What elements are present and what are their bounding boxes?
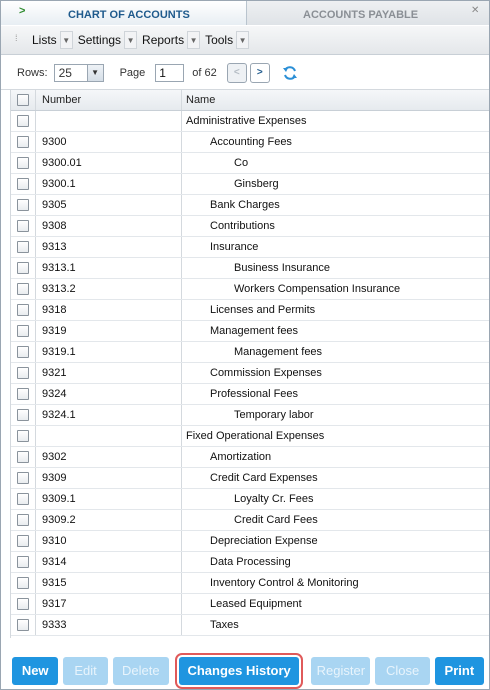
account-number: 9300.1 bbox=[36, 174, 182, 194]
account-name: Professional Fees bbox=[210, 388, 299, 400]
row-select-cell bbox=[11, 363, 36, 383]
account-name-cell bbox=[182, 111, 489, 131]
row-select-cell bbox=[11, 426, 36, 446]
row-select-cell bbox=[11, 342, 36, 362]
account-name: Management fees bbox=[234, 346, 323, 358]
table-row[interactable] bbox=[11, 132, 489, 153]
row-checkbox[interactable] bbox=[17, 367, 29, 379]
account-name-cell bbox=[182, 195, 489, 215]
account-name-cell bbox=[182, 468, 489, 488]
account-number: 9321 bbox=[36, 363, 182, 383]
chevron-down-icon[interactable]: ▼ bbox=[236, 31, 249, 49]
menu-settings[interactable] bbox=[75, 29, 137, 51]
account-name: Leased Equipment bbox=[210, 598, 302, 610]
menu-reports[interactable] bbox=[139, 29, 200, 51]
account-name-cell bbox=[182, 384, 489, 404]
table-row[interactable] bbox=[11, 447, 489, 468]
rows-label: Rows: bbox=[17, 66, 48, 79]
table-row[interactable] bbox=[11, 405, 489, 426]
table-row[interactable] bbox=[11, 300, 489, 321]
row-select-cell bbox=[11, 300, 36, 320]
account-name-cell bbox=[182, 342, 489, 362]
tab-chart-of-accounts[interactable] bbox=[1, 1, 247, 25]
close-icon[interactable]: ✕ bbox=[471, 5, 480, 16]
row-checkbox[interactable] bbox=[17, 178, 29, 190]
table-row[interactable] bbox=[11, 552, 489, 573]
table-row[interactable] bbox=[11, 153, 489, 174]
account-name: Business Insurance bbox=[234, 262, 330, 274]
account-name: Credit Card Fees bbox=[234, 514, 318, 526]
account-name: Administrative Expenses bbox=[186, 115, 307, 127]
account-name-cell bbox=[182, 552, 489, 572]
account-name: Bank Charges bbox=[210, 199, 280, 211]
column-header-number[interactable]: Number bbox=[36, 90, 182, 110]
row-checkbox[interactable] bbox=[17, 241, 29, 253]
menu-label: Tools bbox=[205, 33, 234, 47]
account-name-cell bbox=[182, 531, 489, 551]
row-checkbox[interactable] bbox=[17, 283, 29, 295]
edit-button[interactable]: Edit bbox=[63, 657, 107, 685]
table-row[interactable] bbox=[11, 237, 489, 258]
row-select-cell bbox=[11, 594, 36, 614]
menu-lists[interactable] bbox=[29, 29, 73, 51]
table-row[interactable] bbox=[11, 384, 489, 405]
row-select-cell bbox=[11, 216, 36, 236]
row-select-cell bbox=[11, 132, 36, 152]
row-checkbox[interactable] bbox=[17, 220, 29, 232]
pager bbox=[1, 56, 489, 90]
table-row[interactable] bbox=[11, 531, 489, 552]
chevron-down-icon[interactable]: ▼ bbox=[87, 65, 103, 81]
account-number: 9313.1 bbox=[36, 258, 182, 278]
account-name-cell bbox=[182, 489, 489, 509]
account-name-cell bbox=[182, 363, 489, 383]
row-checkbox[interactable] bbox=[17, 577, 29, 589]
row-select-cell bbox=[11, 573, 36, 593]
table-row[interactable] bbox=[11, 321, 489, 342]
account-number: 9308 bbox=[36, 216, 182, 236]
account-name: Loyalty Cr. Fees bbox=[234, 493, 314, 505]
new-button[interactable]: New bbox=[12, 657, 58, 685]
delete-button[interactable]: Delete bbox=[113, 657, 169, 685]
account-name: Commission Expenses bbox=[210, 367, 322, 379]
row-checkbox[interactable] bbox=[17, 262, 29, 274]
menu-label: Reports bbox=[142, 33, 185, 47]
row-select-cell bbox=[11, 195, 36, 215]
page-label: Page bbox=[119, 66, 146, 79]
row-select-cell bbox=[11, 489, 36, 509]
account-number: 9314 bbox=[36, 552, 182, 572]
row-select-cell bbox=[11, 153, 36, 173]
account-number: 9309.2 bbox=[36, 510, 182, 530]
account-name-cell bbox=[182, 321, 489, 341]
table-row[interactable] bbox=[11, 426, 489, 447]
account-number bbox=[36, 111, 182, 131]
row-checkbox[interactable] bbox=[17, 346, 29, 358]
account-number: 9309 bbox=[36, 468, 182, 488]
account-name-cell bbox=[182, 615, 489, 635]
account-name: Licenses and Permits bbox=[210, 304, 316, 316]
account-number: 9305 bbox=[36, 195, 182, 215]
select-all-checkbox[interactable] bbox=[17, 94, 29, 106]
table-row[interactable] bbox=[11, 342, 489, 363]
account-name: Inventory Control & Monitoring bbox=[210, 577, 359, 589]
account-number bbox=[36, 426, 182, 446]
account-number: 9315 bbox=[36, 573, 182, 593]
table-row[interactable] bbox=[11, 363, 489, 384]
table-row[interactable] bbox=[11, 258, 489, 279]
row-checkbox[interactable] bbox=[17, 115, 29, 127]
row-checkbox[interactable] bbox=[17, 556, 29, 568]
row-checkbox[interactable] bbox=[17, 388, 29, 400]
account-number: 9324 bbox=[36, 384, 182, 404]
table-row[interactable] bbox=[11, 489, 489, 510]
account-number: 9302 bbox=[36, 447, 182, 467]
tab-bar bbox=[1, 1, 489, 25]
changes-history-button[interactable]: Changes History bbox=[179, 657, 299, 685]
row-select-cell bbox=[11, 468, 36, 488]
account-name: Management fees bbox=[210, 325, 299, 337]
account-name: Accounting Fees bbox=[210, 136, 292, 148]
row-select-cell bbox=[11, 510, 36, 530]
column-header-name[interactable]: Name bbox=[186, 94, 216, 106]
account-name: Co bbox=[234, 157, 249, 169]
row-checkbox[interactable] bbox=[17, 157, 29, 169]
rows-per-page-select[interactable] bbox=[54, 64, 104, 82]
account-number: 9313 bbox=[36, 237, 182, 257]
row-checkbox[interactable] bbox=[17, 325, 29, 337]
row-checkbox[interactable] bbox=[17, 493, 29, 505]
row-select-cell bbox=[11, 531, 36, 551]
table-row[interactable] bbox=[11, 216, 489, 237]
account-name-cell bbox=[182, 174, 489, 194]
account-number: 9317 bbox=[36, 594, 182, 614]
tab-label: CHART OF ACCOUNTS bbox=[68, 9, 190, 21]
row-select-cell bbox=[11, 384, 36, 404]
menu-tools[interactable] bbox=[202, 29, 249, 51]
row-checkbox[interactable] bbox=[17, 451, 29, 463]
table-row[interactable] bbox=[11, 279, 489, 300]
account-number: 9324.1 bbox=[36, 405, 182, 425]
account-number: 9318 bbox=[36, 300, 182, 320]
account-name-cell bbox=[182, 279, 489, 299]
row-select-cell bbox=[11, 174, 36, 194]
account-name-cell bbox=[182, 594, 489, 614]
print-button[interactable]: Print bbox=[435, 657, 484, 685]
account-number: 9300.01 bbox=[36, 153, 182, 173]
row-checkbox[interactable] bbox=[17, 598, 29, 610]
account-name: Depreciation Expense bbox=[210, 535, 318, 547]
account-name: Credit Card Expenses bbox=[210, 472, 318, 484]
table-row[interactable] bbox=[11, 195, 489, 216]
row-checkbox[interactable] bbox=[17, 535, 29, 547]
account-name-cell bbox=[182, 153, 489, 173]
table-row[interactable] bbox=[11, 468, 489, 489]
account-name: Fixed Operational Expenses bbox=[186, 430, 325, 442]
row-checkbox[interactable] bbox=[17, 472, 29, 484]
row-checkbox[interactable] bbox=[17, 514, 29, 526]
menu-label: Lists bbox=[32, 33, 57, 47]
menu-label: Settings bbox=[77, 33, 122, 47]
account-name-cell bbox=[182, 510, 489, 530]
account-name-cell bbox=[182, 258, 489, 278]
account-name: Insurance bbox=[210, 241, 259, 253]
account-name: Taxes bbox=[210, 619, 239, 631]
row-select-cell bbox=[11, 447, 36, 467]
tab-accounts-payable[interactable] bbox=[247, 1, 489, 25]
account-name-cell bbox=[182, 237, 489, 257]
next-page-button[interactable] bbox=[250, 63, 270, 83]
account-name: Data Processing bbox=[210, 556, 291, 568]
page-number-input[interactable]: 1 bbox=[155, 64, 184, 82]
row-select-cell bbox=[11, 237, 36, 257]
row-select-cell bbox=[11, 279, 36, 299]
row-checkbox[interactable] bbox=[17, 136, 29, 148]
grip-icon: ⁞ bbox=[15, 33, 18, 43]
menu-bar bbox=[1, 26, 489, 55]
account-name: Contributions bbox=[210, 220, 275, 232]
row-select-cell bbox=[11, 615, 36, 635]
account-name-cell bbox=[182, 573, 489, 593]
table-row[interactable] bbox=[11, 615, 489, 636]
account-name-cell bbox=[182, 426, 489, 446]
grid-header bbox=[11, 90, 489, 111]
row-select-cell bbox=[11, 552, 36, 572]
action-button-bar bbox=[1, 651, 489, 690]
account-name-cell bbox=[182, 132, 489, 152]
account-name-cell bbox=[182, 405, 489, 425]
row-select-cell bbox=[11, 405, 36, 425]
table-row[interactable] bbox=[11, 111, 489, 132]
chevron-down-icon[interactable]: ▼ bbox=[124, 31, 137, 49]
account-name-cell bbox=[182, 216, 489, 236]
accounts-grid bbox=[10, 90, 489, 638]
table-row[interactable] bbox=[11, 510, 489, 531]
account-number: 9319.1 bbox=[36, 342, 182, 362]
register-button[interactable]: Register bbox=[311, 657, 370, 685]
row-checkbox[interactable] bbox=[17, 619, 29, 631]
chevron-left-icon: < bbox=[233, 67, 240, 78]
account-name: Ginsberg bbox=[234, 178, 279, 190]
chevron-down-icon[interactable]: ▼ bbox=[187, 31, 200, 49]
account-name-cell bbox=[182, 447, 489, 467]
grid-body bbox=[11, 111, 489, 636]
account-name-cell bbox=[182, 300, 489, 320]
account-name: Amortization bbox=[210, 451, 272, 463]
close-button[interactable]: Close bbox=[375, 657, 429, 685]
account-number: 9319 bbox=[36, 321, 182, 341]
table-row[interactable] bbox=[11, 573, 489, 594]
row-checkbox[interactable] bbox=[17, 304, 29, 316]
account-number: 9300 bbox=[36, 132, 182, 152]
tab-label: ACCOUNTS PAYABLE bbox=[303, 9, 419, 21]
chevron-right-icon: > bbox=[256, 67, 263, 78]
row-select-cell bbox=[11, 321, 36, 341]
account-name: Workers Compensation Insurance bbox=[234, 283, 401, 295]
table-row[interactable] bbox=[11, 594, 489, 615]
chevron-down-icon[interactable]: ▼ bbox=[60, 31, 73, 49]
row-select-cell bbox=[11, 258, 36, 278]
account-number: 9313.2 bbox=[36, 279, 182, 299]
account-number: 9310 bbox=[36, 531, 182, 551]
table-row[interactable] bbox=[11, 174, 489, 195]
row-checkbox[interactable] bbox=[17, 430, 29, 442]
previous-page-button[interactable] bbox=[227, 63, 247, 83]
arrow-right-icon: > bbox=[19, 5, 26, 17]
account-number: 9333 bbox=[36, 615, 182, 635]
rows-per-page-value: 25 bbox=[58, 65, 72, 80]
row-checkbox[interactable] bbox=[17, 409, 29, 421]
row-checkbox[interactable] bbox=[17, 199, 29, 211]
select-all-cell bbox=[11, 90, 36, 110]
row-select-cell bbox=[11, 111, 36, 131]
refresh-icon[interactable] bbox=[282, 65, 298, 81]
account-name: Temporary labor bbox=[234, 409, 314, 421]
account-number: 9309.1 bbox=[36, 489, 182, 509]
page-count: of 62 bbox=[192, 66, 217, 79]
